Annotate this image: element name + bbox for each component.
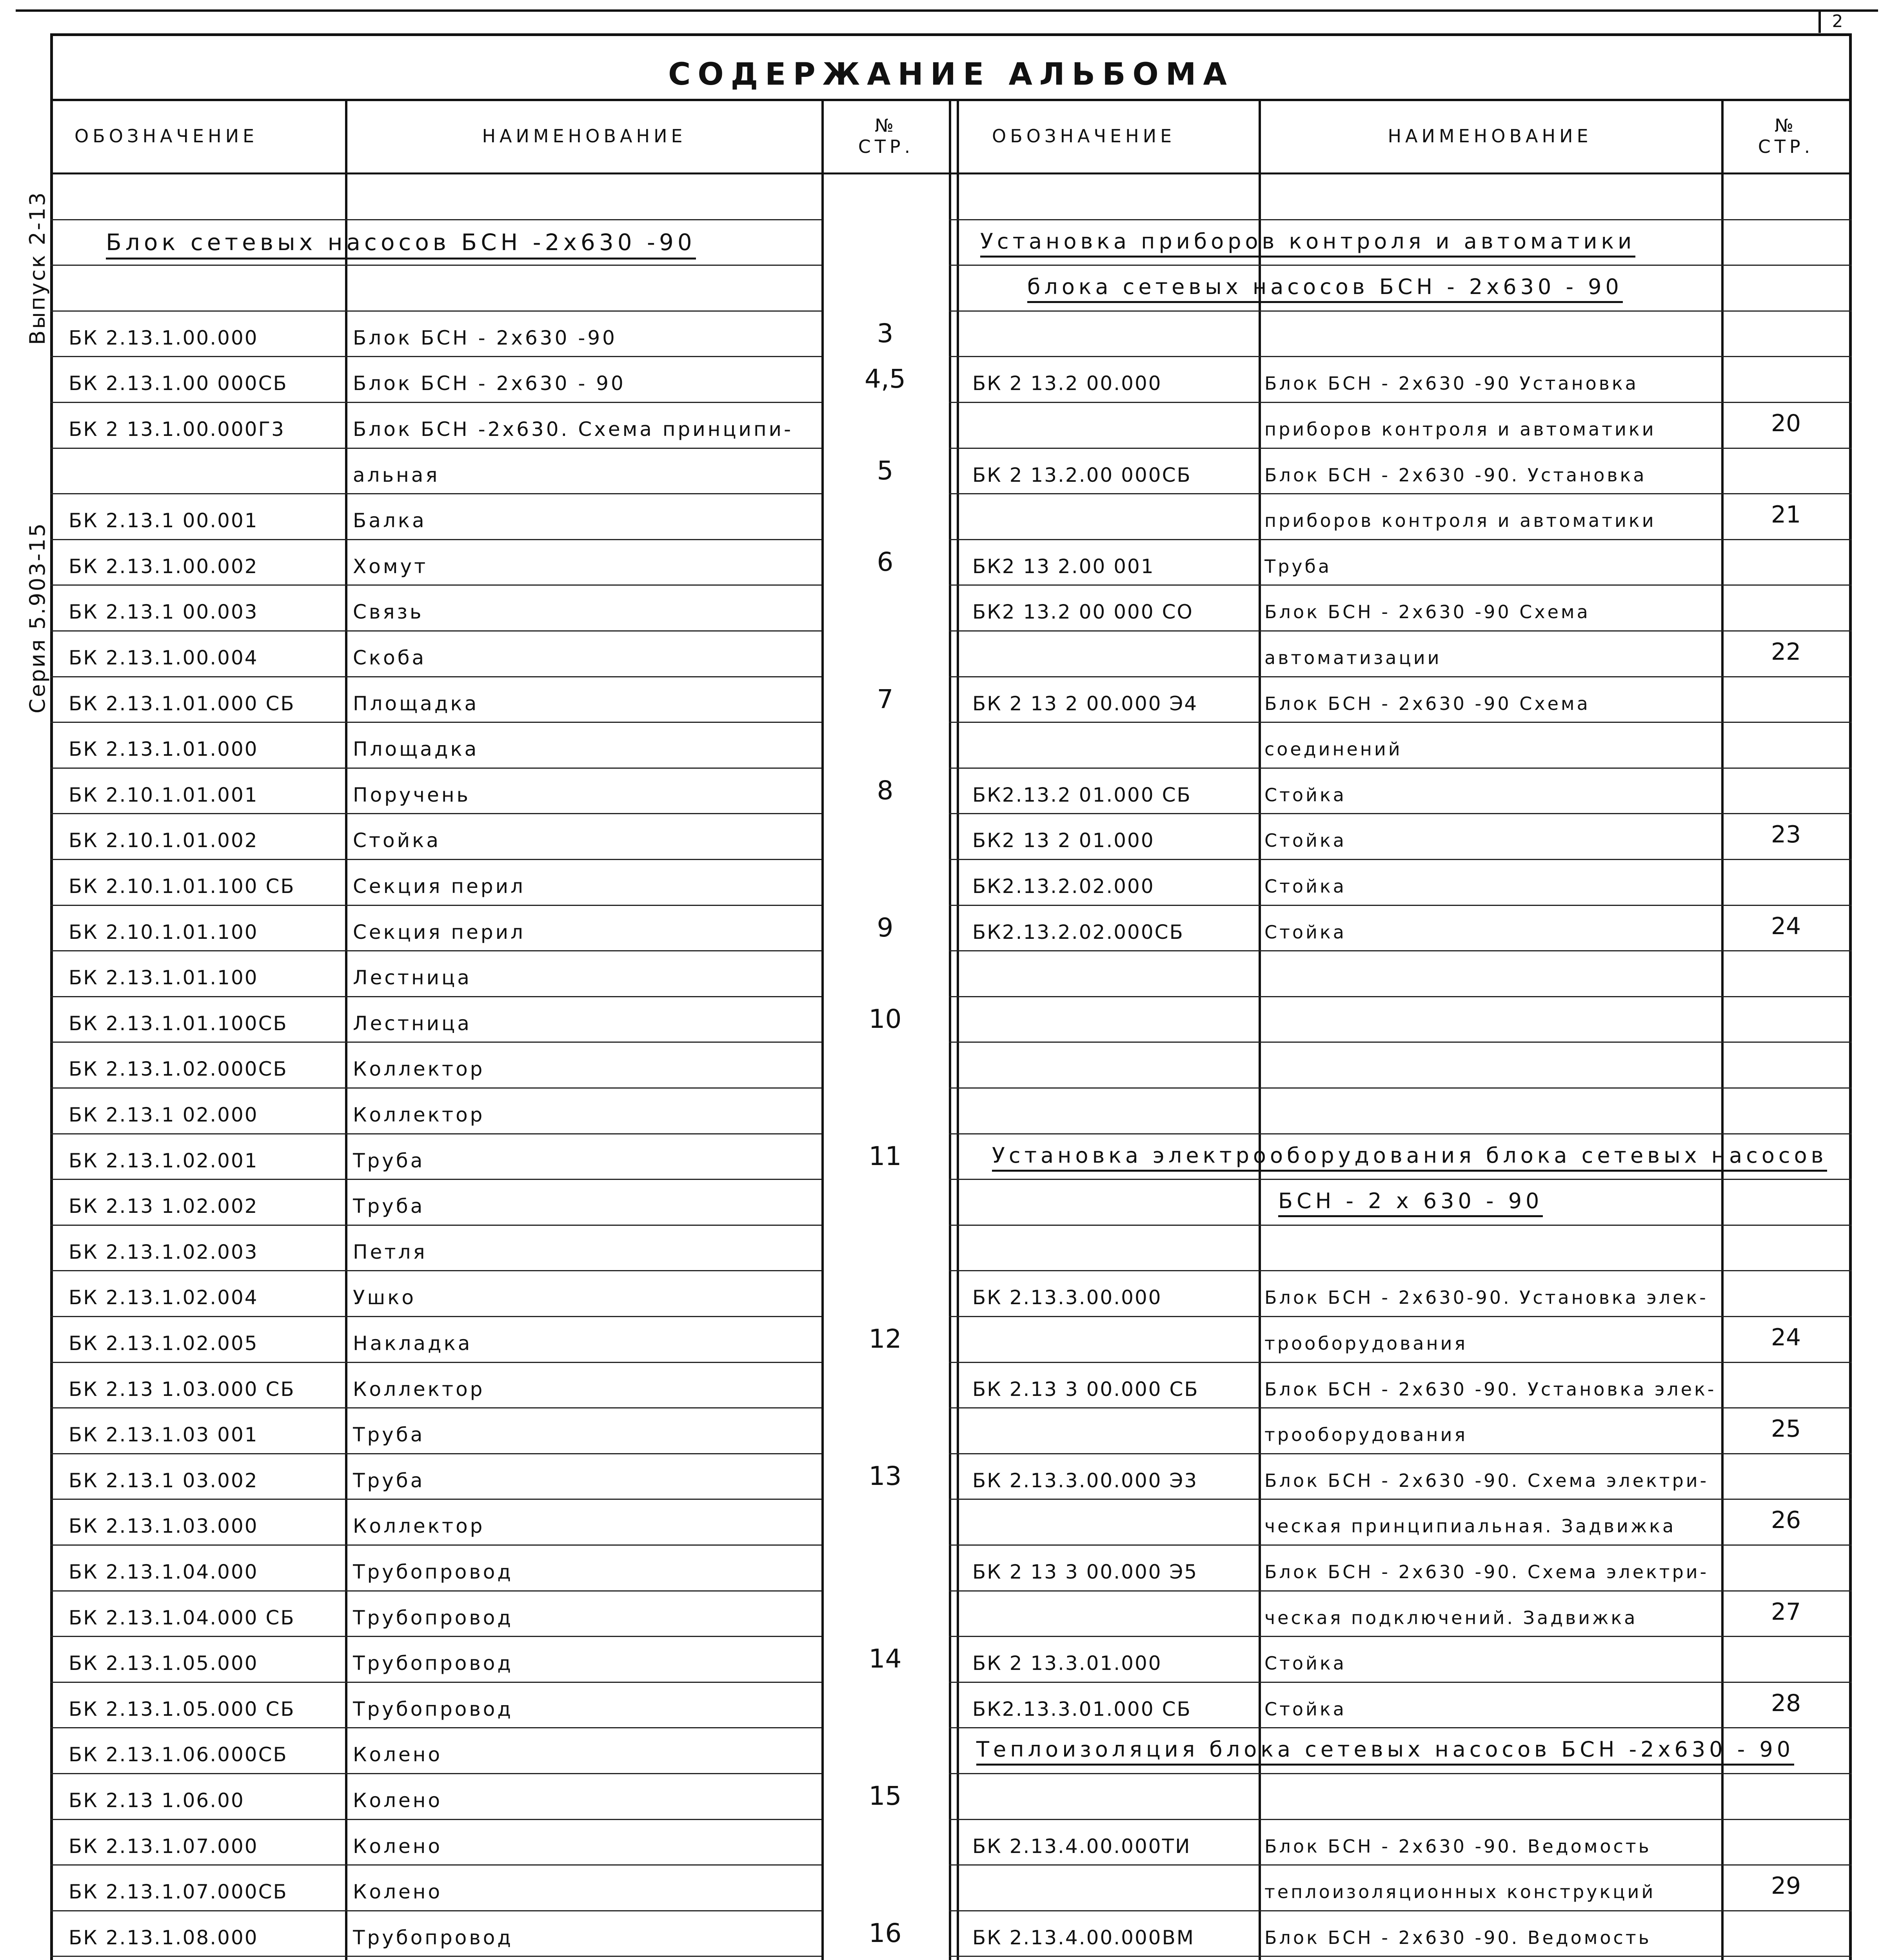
left-row-name: Стойка [353,829,441,852]
left-row-code [69,448,343,493]
left-row-code: БК 2.13.1.02.004 [69,1286,258,1309]
left-row-page: 14 [868,1644,902,1674]
right-row-page: 21 [1771,501,1801,529]
right-row-code [972,722,1255,767]
left-row-page: 5 [877,455,894,486]
left-row-name [353,1956,819,1960]
left-row-code: БК 2 13.1.00.000Г3 [69,418,285,441]
right-row-code [972,1956,1255,1960]
left-row-code [69,1956,343,1960]
right-row-page: 26 [1771,1506,1801,1534]
right-row-code: БК2.13.3.01.000 СБ [972,1697,1192,1720]
left-page-header [823,99,949,173]
left-row-name: Блок БСН -2х630. Схема принципи- [353,418,794,441]
right-row-page: 24 [1771,912,1801,940]
right-row-name: Стойка [1264,921,1346,943]
left-row-code: БК 2.10.1.01.002 [69,829,258,852]
left-row-code: БК 2.13 1.03.000 СБ [69,1377,295,1401]
right-row-code [972,1407,1255,1453]
left-page-abbr: СТР. [858,136,914,157]
row-line [949,1225,1852,1226]
row-line [949,1773,1852,1774]
row-line [50,265,821,266]
page-title: СОДЕРЖАНИЕ АЛЬБОМА [668,57,1234,92]
right-row-code: БК 2.13 3 00.000 СБ [972,1377,1199,1401]
left-row-page: 7 [877,684,894,714]
left-row-name: Коллектор [353,1515,485,1538]
right-row-name: Стойка [1264,876,1346,897]
left-row-name: Трубопровод [353,1697,513,1720]
right-row-name: Блок БСН - 2х630 -90. Ведомость [1264,1927,1651,1948]
right-row-code: БК 2 13.2 00.000 [972,372,1162,395]
right-row-name: трооборудования [1264,1424,1468,1446]
left-row-code: БК 2.13.1.01.100 [69,966,258,989]
right-row-name: Блок БСН - 2х630 -90. Ведомость [1264,1835,1651,1857]
right-row-name: автоматизации [1264,647,1442,668]
right-row-code: БК 2.13.3.00.000 [972,1286,1162,1309]
left-designation-header: ОБОЗНАЧЕНИЕ [74,125,258,147]
right-row-code: БК2.13.2 01.000 СБ [972,783,1192,806]
right-row-code [972,1590,1255,1636]
left-row-name: Коллектор [353,1377,485,1401]
left-row-code: БК 2.13.1.06.000СБ [69,1743,288,1766]
right-row-name: Стойка [1264,1653,1346,1674]
right-row-code [972,1499,1255,1544]
left-row-name: Колено [353,1743,443,1766]
left-page-no: № [875,115,897,136]
col-divider [1721,99,1724,1960]
left-row-page: 11 [868,1141,902,1171]
section-underline [980,256,1635,258]
left-row-code: БК 2.13.1.02.001 [69,1149,258,1172]
col-divider [949,99,951,1960]
right-section-heading: Теплоизоляция блока сетевых насосов БСН -2х630 - 90 [976,1737,1794,1762]
left-row-name: Труба [353,1149,425,1172]
right-row-page: 20 [1771,410,1801,437]
left-row-name: Коллектор [353,1058,485,1081]
right-row-name: соединений [1264,739,1402,760]
left-row-name: Лестница [353,966,472,989]
right-row-code [972,1316,1255,1361]
row-line [949,310,1852,312]
left-row-page: 9 [877,912,894,943]
right-row-code [972,1864,1255,1910]
right-row-code [972,630,1255,676]
left-row-page: 8 [877,775,894,806]
right-row-page: 28 [1771,1689,1801,1717]
left-row-code: БК 2.13.1.05.000 СБ [69,1697,295,1720]
right-row-page: 24 [1771,1324,1801,1351]
right-row-page: 27 [1771,1598,1801,1626]
left-row-name: Трубопровод [353,1652,513,1675]
right-section-heading: БСН - 2 х 630 - 90 [1278,1189,1543,1213]
left-row-name: Колено [353,1789,443,1812]
right-row-name: ческая подключений. Задвижка [1264,1607,1638,1628]
left-row-code: БК 2.13.1.00.004 [69,646,258,669]
right-row-code: БК 2.13.4.00.000ТИ [972,1835,1191,1858]
left-row-code: БК 2.13.1.01.100СБ [69,1012,288,1035]
right-row-page: 22 [1771,638,1801,666]
left-row-name: Колено [353,1835,443,1858]
left-row-code: БК 2.13.1.03 001 [69,1423,258,1446]
right-row-code: БК 2 13.3.01.000 [972,1652,1162,1675]
right-row-code [972,493,1255,539]
series-label: Серия 5.903-15 [25,522,50,713]
right-row-page: 25 [1771,1415,1801,1443]
left-row-name: Накладка [353,1332,472,1355]
left-row-code: БК 2.13.1.02.000СБ [69,1058,288,1081]
left-row-name: Трубопровод [353,1926,513,1949]
row-line [949,1727,1852,1728]
left-name-header: НАИМЕНОВАНИЕ [482,125,687,147]
left-row-name: Площадка [353,738,479,761]
left-row-code: БК 2.13.1.07.000СБ [69,1880,288,1904]
left-row-name: Труба [353,1469,425,1492]
right-row-name: Блок БСН - 2х630 -90. Схема электри- [1264,1561,1709,1583]
right-row-name: приборов контроля и автоматики [1264,419,1656,440]
left-row-code: БК 2.13.1.04.000 СБ [69,1606,295,1629]
col-divider [345,99,347,1960]
right-row-name: ческая принципиальная. Задвижка [1264,1515,1676,1537]
left-row-code: БК 2.13.1.04.000 [69,1561,258,1583]
right-row-code: БК 2.13.3.00.000 Э3 [972,1469,1198,1492]
right-row-code: БК 2 13.2.00 000СБ [972,463,1192,486]
row-line [949,996,1852,997]
row-line [949,219,1852,220]
right-row-code: БК 2 13 3 00.000 Э5 [972,1561,1198,1583]
left-row-name: Секция перил [353,875,526,898]
left-row-page: 6 [877,546,894,577]
row-line [949,265,1852,266]
col-divider [957,99,959,1960]
left-row-code: БК 2.10.1.01.100 СБ [69,875,295,898]
left-row-name: Площадка [353,692,479,715]
right-row-name: Блок БСН - 2х630 -90 Схема [1264,601,1590,623]
side-stamp [0,125,50,713]
right-page-abbr: СТР. [1758,136,1814,157]
left-row-code: БК 2.13.1.00.002 [69,555,258,578]
right-row-name: Блок БСН - 2х630 -90. Установка элек- [1264,1378,1717,1400]
right-section-heading: блока сетевых насосов БСН - 2х630 - 90 [1027,274,1623,299]
right-row-page: 29 [1771,1872,1801,1900]
right-row-code: БК2 13 2 01.000 [972,829,1155,852]
left-row-name: Трубопровод [353,1606,513,1629]
left-row-page: 10 [868,1004,902,1034]
left-row-name: Связь [353,601,424,624]
section-underline [1027,301,1623,303]
left-row-page: 16 [868,1918,902,1948]
left-row-name: Трубопровод [353,1561,513,1583]
right-row-name: Блок БСН - 2х630 -90. Схема электри- [1264,1470,1709,1491]
right-row-name: теплоизоляционных конструкций [1264,1881,1656,1903]
right-row-name: Блок БСН - 2х630 -90. Установка [1264,464,1647,486]
section-underline [992,1170,1827,1172]
right-row-name: Стойка [1264,830,1346,851]
left-row-page: 3 [877,318,894,348]
left-row-page: 15 [868,1781,902,1811]
left-section-heading: Блок сетевых насосов БСН -2х630 -90 [106,229,696,256]
left-row-name: Хомут [353,555,428,578]
right-page-header [1721,99,1851,173]
row-line [949,950,1852,951]
left-row-code: БК 2.13.1.02.003 [69,1240,258,1263]
page-number: 2 [1818,9,1854,33]
left-row-code: БК 2.10.1.01.001 [69,783,258,806]
right-page-no: № [1775,115,1797,136]
right-row-name: Труба [1264,555,1332,577]
right-section-heading: Установка электрооборудования блока сетевых насосов [992,1143,1827,1168]
left-row-code: БК 2.13.1.08.000 [69,1926,258,1949]
row-line [949,1042,1852,1043]
left-row-name: Блок БСН - 2х630 -90 [353,326,617,349]
right-row-code: БК2.13.2.02.000 [972,875,1155,898]
left-row-code: БК 2.13 1.02.002 [69,1195,258,1218]
right-row-code: БК 2.13.4.00.000ВМ [972,1926,1195,1949]
left-row-page: 12 [868,1324,902,1354]
left-row-code: БК 2.13.1.07.000 [69,1835,258,1858]
left-row-name: Труба [353,1423,425,1446]
right-name-header: НАИМЕНОВАНИЕ [1388,125,1592,147]
left-row-code: БК 2.13.1 03.002 [69,1469,258,1492]
left-row-code: БК 2.13.1.02.005 [69,1332,258,1355]
right-section-heading: Установка приборов контроля и автоматики [980,229,1635,254]
left-row-code: БК 2.13.1 00.003 [69,601,258,624]
left-row-page: 4,5 [865,364,906,394]
row-line [949,1179,1852,1180]
left-row-name: Скоба [353,646,427,669]
section-underline [1278,1215,1543,1217]
right-row-name: Блок БСН - 2х630 -90 Установка [1264,373,1639,394]
left-row-name: Блок БСН - 2х630 - 90 [353,372,626,395]
right-row-code: БК2.13.2.02.000СБ [972,920,1184,944]
left-row-name: Балка [353,509,427,532]
right-row-code: БК2 13 2.00 001 [972,555,1155,578]
right-row-name: Блок БСН - 2х630 -90 Схема [1264,693,1590,714]
row-line [50,219,821,220]
left-row-name: Секция перил [353,920,526,944]
left-row-name: Поручень [353,783,470,806]
left-row-name: Ушко [353,1286,416,1309]
row-line [949,1133,1852,1134]
left-row-name: Коллектор [353,1103,485,1126]
row-line [949,1087,1852,1089]
left-row-code: БК 2.10.1.01.100 [69,920,258,944]
left-row-code: БК 2.13.1.03.000 [69,1515,258,1538]
left-row-code: БК 2.13 1.06.00 [69,1789,245,1812]
left-row-code: БК 2.13.1 02.000 [69,1103,258,1126]
right-row-name: трооборудования [1264,1333,1468,1354]
right-row-page: 23 [1771,821,1801,849]
right-row-code [972,402,1255,447]
left-row-code: БК 2.13.1.00 000СБ [69,372,288,395]
left-row-name: Колено [353,1880,443,1904]
right-row-name: Стойка [1264,1698,1346,1720]
left-row-code: БК 2.13.1.00.000 [69,326,258,349]
right-row-code: БК2 13.2 00 000 СО [972,601,1194,624]
right-row-name: Стойка [1264,784,1346,806]
section-underline [976,1764,1794,1766]
section-underline [106,258,696,260]
right-row-name: приборов контроля и автоматики [1264,510,1656,532]
col-divider [1259,99,1261,1960]
right-designation-header: ОБОЗНАЧЕНИЕ [992,125,1176,147]
left-row-name: альная [353,463,440,486]
right-row-name [1264,1956,1719,1960]
left-row-name: Лестница [353,1012,472,1035]
left-row-page: 13 [868,1461,902,1491]
left-row-code: БК 2.13.1.05.000 [69,1652,258,1675]
left-row-code: БК 2.13.1 00.001 [69,509,258,532]
right-row-name: Блок БСН - 2х630-90. Установка элек- [1264,1287,1708,1308]
left-row-code: БК 2.13.1.01.000 СБ [69,692,295,715]
top-border [16,9,1878,12]
left-row-name: Труба [353,1195,425,1218]
right-row-code: БК 2 13 2 00.000 Э4 [972,692,1198,715]
issue-label: Выпуск 2-13 [25,191,50,345]
left-row-code: БК 2.13.1.01.000 [69,738,258,761]
left-row-name: Петля [353,1240,427,1263]
